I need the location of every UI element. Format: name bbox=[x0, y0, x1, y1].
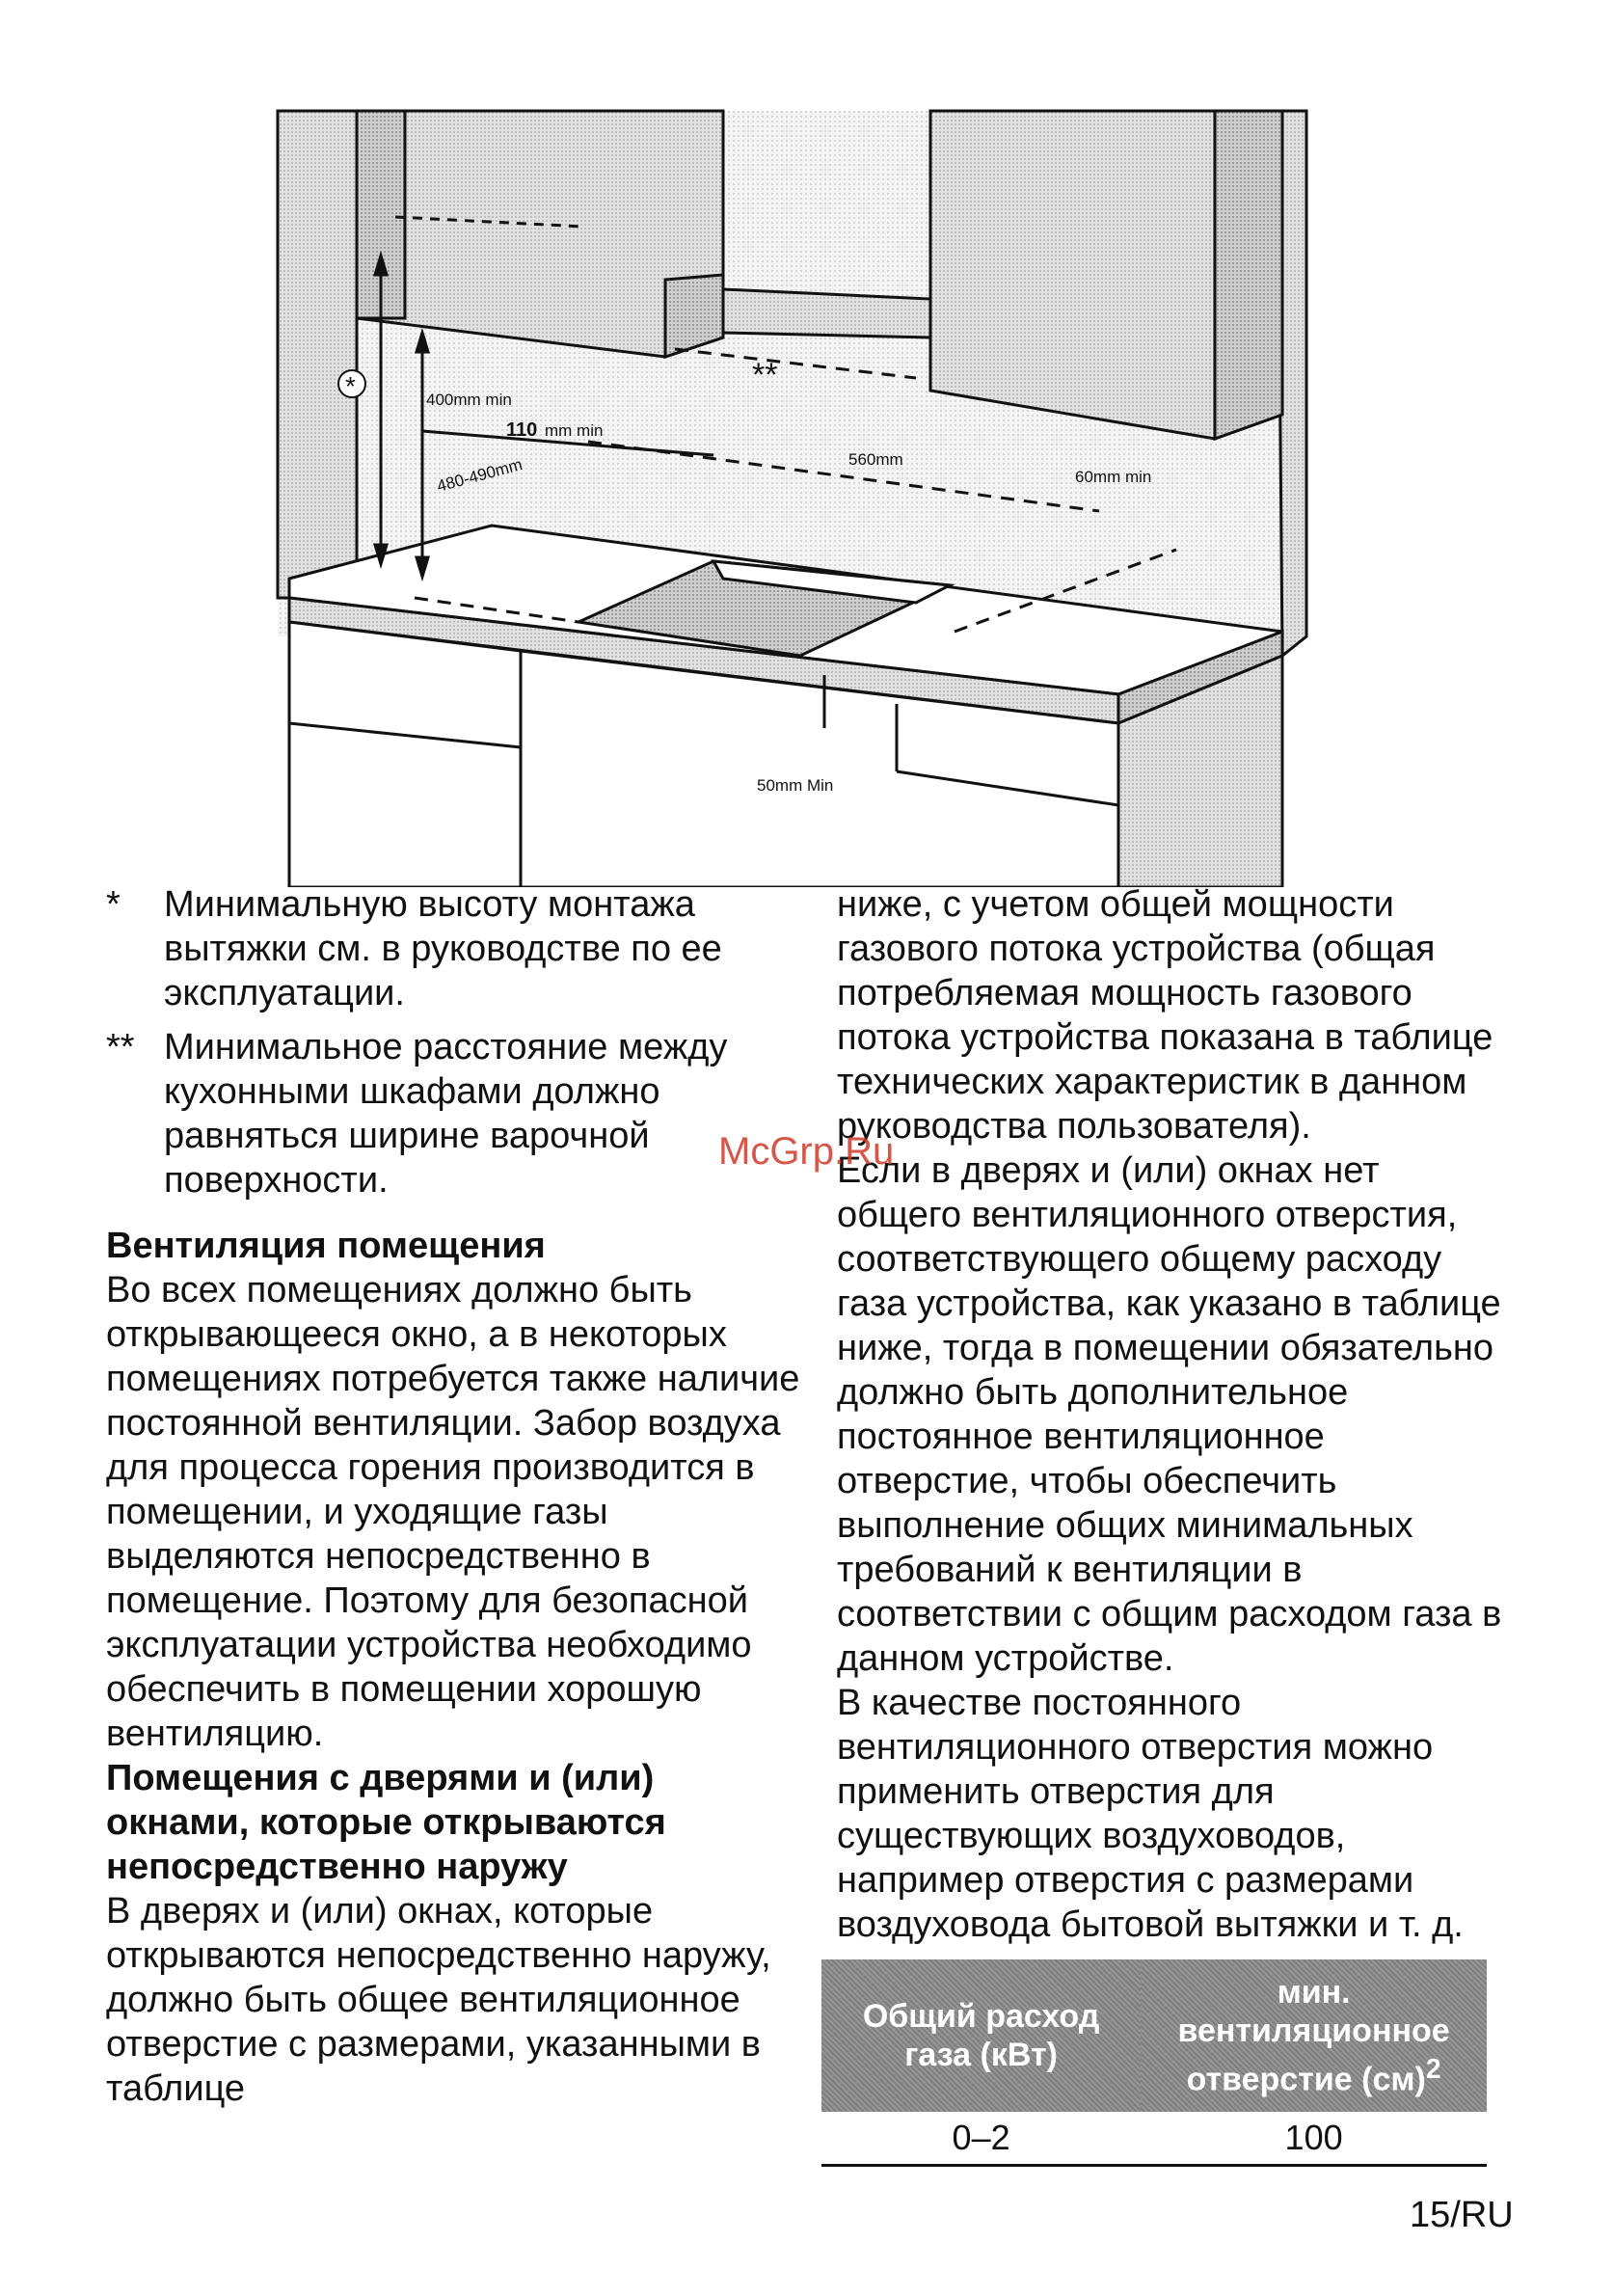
ventilation-body: Во всех помещениях должно быть открывающееся окно, а в некоторых помещениях потребуется также наличие постоянной вентиляции. Забор воздуха для процесса горения производится в помещении, и уходящие газы выделяются непосредственно в помещение. Поэтому для безопасной эксплуатации устройства необходимо обеспечить в помещении хорошую вентиляцию. bbox=[106, 1270, 800, 1754]
doors-heading: Помещения с дверями и (или) окнами, которые открываются непосредственно наружу bbox=[106, 1758, 666, 1887]
table-header-sup: 2 bbox=[1425, 2054, 1441, 2085]
right-paragraph-1: ниже, с учетом общей мощности газового потока устройства (общая потребляемая мощность газового потока устройства показана в таблице технических характеристик в данном руководства пользователя). bbox=[837, 884, 1493, 1147]
table-header-min-opening bbox=[1141, 1959, 1487, 2112]
left-column bbox=[106, 882, 800, 2111]
footnote-mark: ** bbox=[106, 1027, 135, 1067]
table-row bbox=[821, 2112, 1487, 2166]
page-number: 15/RU bbox=[1410, 2195, 1514, 2235]
lower-cabinet-left bbox=[289, 622, 521, 887]
double-star-label: ** bbox=[752, 357, 778, 393]
doors-body: В дверях и (или) окнах, которые открываются непосредственно наружу, должно быть общее вентиляционное отверстие с размерами, указанными в таблице bbox=[106, 1891, 771, 2109]
h400-label: 400mm min bbox=[426, 391, 512, 409]
footnote-text: Минимальную высоту монтажа вытяжки см. в руководстве по ее эксплуатации. bbox=[164, 884, 722, 1013]
table-cell: 100 bbox=[1141, 2112, 1487, 2166]
footnote-star bbox=[106, 882, 800, 1015]
footnote-text: Минимальное расстояние между кухонными шкафами должно равняться ширине варочной поверхности. bbox=[164, 1027, 728, 1201]
ventilation-table bbox=[821, 1959, 1487, 2167]
d560-label: 560mm bbox=[848, 450, 903, 469]
star-label: * bbox=[345, 371, 356, 401]
d110-label: 110 bbox=[506, 419, 538, 441]
watermark: McGrp.Ru bbox=[718, 1130, 895, 1173]
hood bbox=[723, 289, 930, 338]
d110-unit-label: mm min bbox=[545, 421, 604, 440]
left-wall bbox=[278, 111, 357, 598]
right-column bbox=[837, 882, 1512, 1947]
footnote-double-star bbox=[106, 1025, 800, 1202]
table-cell: 0–2 bbox=[821, 2112, 1141, 2166]
right-paragraph-3: В качестве постоянного вентиляционного отверстия можно применить отверстия для существующих воздуховодов, например отверстия с размерами воздуховода бытовой вытяжки и т. д. bbox=[837, 1683, 1464, 1945]
right-paragraph-2: Если в дверях и (или) окнах нет общего вентиляционного отверстия, соответствующего общему расходу газа устройства, как указано в таблице ниже, тогда в помещении обязательно должно быть дополнительное постоянное вентиляционное отверстие, чтобы обеспечить выполнение общих минимальных требований к вентиляции в соответствии с общим расходом газа в данном устройстве. bbox=[837, 1150, 1502, 1679]
installation-diagram bbox=[260, 96, 1340, 887]
d480-label: 480-490mm bbox=[435, 455, 525, 496]
ventilation-heading: Вентиляция помещения bbox=[106, 1226, 546, 1266]
table-header-min-opening-text: мин. вентиляционное отверстие (см) bbox=[1177, 1974, 1450, 2098]
d50-label: 50mm Min bbox=[757, 776, 834, 795]
footnote-mark: * bbox=[106, 884, 121, 925]
table-header-gas-consumption: Общий расход газа (кВт) bbox=[821, 1959, 1141, 2112]
d60-label: 60mm min bbox=[1075, 468, 1152, 486]
